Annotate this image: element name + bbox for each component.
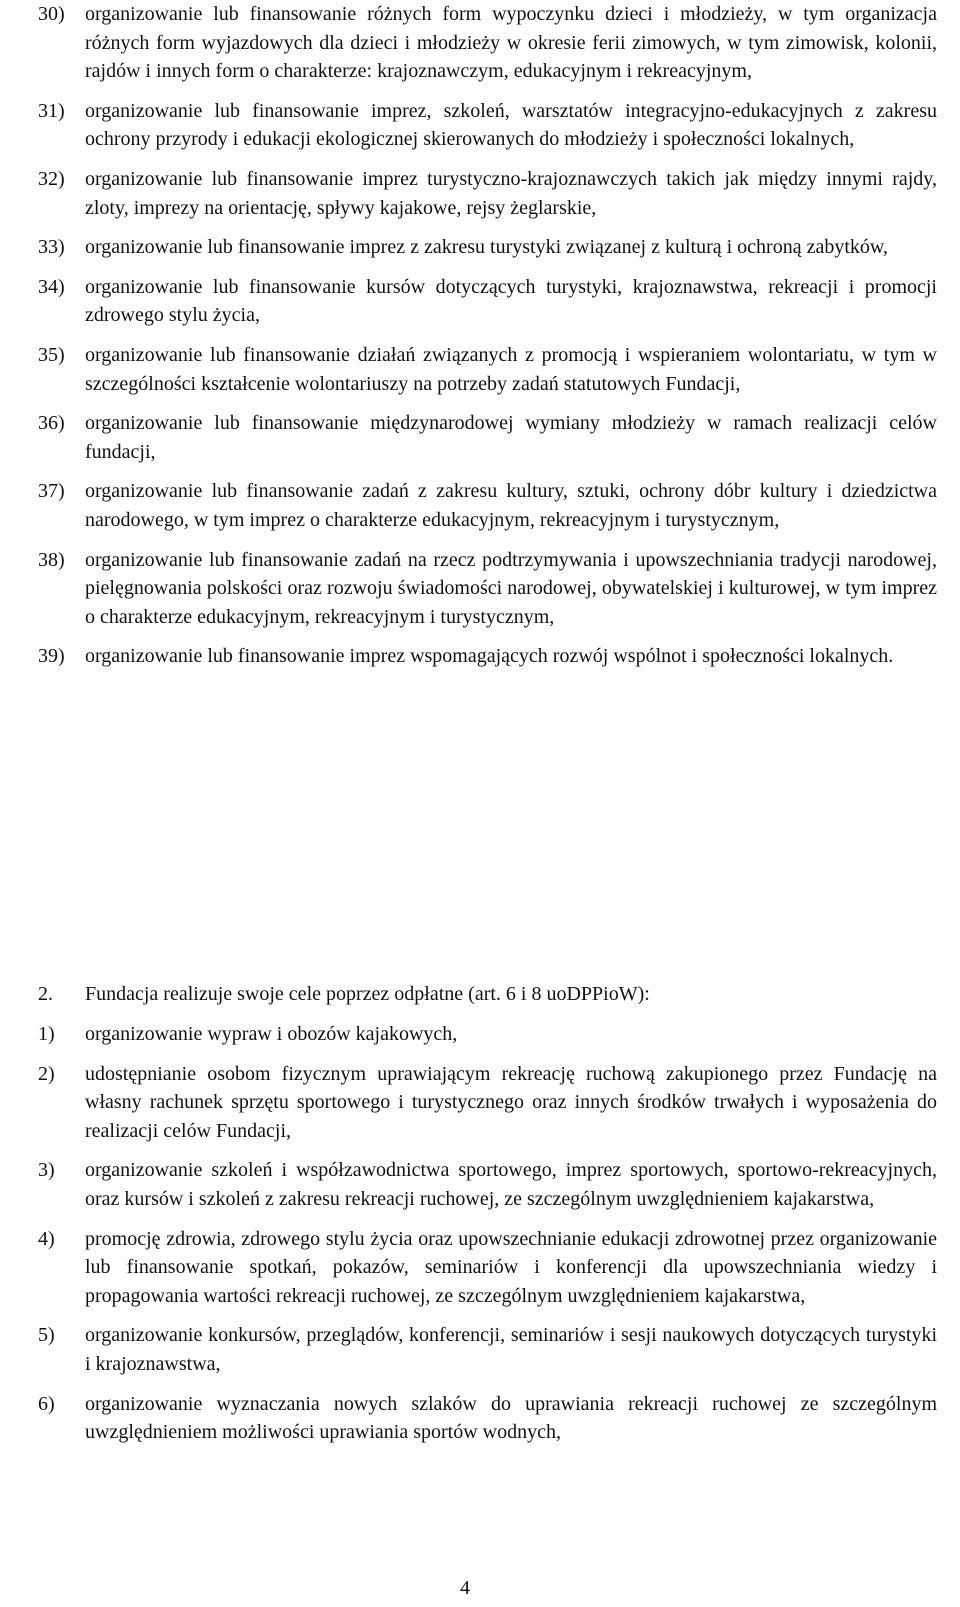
list-item: [0, 409, 960, 466]
list-item: [0, 642, 960, 671]
list-item: [0, 1321, 960, 1378]
list-item-number: 30): [38, 3, 65, 25]
list-item-text: organizowanie konkursów, przeglądów, konferencji, seminariów i sesji naukowych dotyczących turystyki i krajoznawstwa,: [85, 1324, 937, 1375]
list-item-number: 39): [38, 645, 65, 668]
list-item-number: 5): [38, 1324, 55, 1347]
list-item-text: organizowanie lub finansowanie imprez wspomagających rozwój wspólnot i społeczności lokalnych.: [85, 645, 894, 668]
list-item-text: organizowanie lub finansowanie kursów dotyczących turystyki, krajoznawstwa, rekreacji i promocji zdrowego stylu życia,: [85, 275, 937, 327]
list-item: [0, 97, 960, 154]
list-item-text: organizowanie lub finansowanie imprez z zakresu turystyki związanej z kulturą i ochroną zabytków,: [85, 236, 889, 259]
list-item-number: 34): [38, 275, 65, 298]
paid-activities-list: [0, 1020, 960, 1458]
list-item: [0, 165, 960, 222]
list-item: [0, 1225, 960, 1311]
list-item-text: organizowanie lub finansowanie imprez, szkoleń, warsztatów integracyjno-edukacyjnych z zakresu ochrony przyrody i edukacji ekologicznej skierowanych do młodzieży i społeczności lokalnych,: [85, 99, 937, 151]
list-item-number: 32): [38, 167, 65, 190]
list-item: [0, 273, 960, 330]
list-item: [0, 1156, 960, 1213]
objectives-list-continued: [0, 0, 960, 682]
list-item: [0, 546, 960, 632]
list-item-text: organizowanie lub finansowanie imprez turystyczno-krajoznawczych takich jak między innymi rajdy, zloty, imprezy na orientację, spływy kajakowe, rejsy żeglarskie,: [85, 167, 937, 219]
list-item-number: 31): [38, 99, 65, 122]
list-item-text: organizowanie lub finansowanie zadań z zakresu kultury, sztuki, ochrony dóbr kultury i dziedzictwa narodowego, w tym imprez o charakterze edukacyjnym, rekreacyjnym i turystycznym,: [85, 480, 937, 531]
list-item-number: 3): [38, 1159, 55, 1182]
section-heading-text: Fundacja realizuje swoje cele poprzez odpłatne (art. 6 i 8 uoDPPioW):: [85, 983, 650, 1005]
list-item-text: promocję zdrowia, zdrowego stylu życia oraz upowszechnianie edukacji zdrowotnej przez organizowanie lub finansowanie spotkań, pokazów, seminariów i konferencji dla upowszechniania wiedzy i propagowania wartości rekreacji ruchowej, ze szczególnym uwzględnieniem kajakarstwa,: [85, 1227, 937, 1307]
list-item-text: organizowanie lub finansowanie działań związanych z promocją i wspieraniem wolontariatu, w tym w szczególności kształcenie wolontariuszy na potrzeby zadań statutowych Fundacji,: [85, 343, 937, 395]
list-item: [0, 233, 960, 262]
list-item-text: organizowanie wyznaczania nowych szlaków do uprawiania rekreacji ruchowej ze szczególnym uwzględnieniem możliwości uprawiania sportów wodnych,: [85, 1392, 937, 1444]
list-item-text: organizowanie wypraw i obozów kajakowych,: [85, 1023, 458, 1045]
list-item-text: organizowanie lub finansowanie zadań na rzecz podtrzymywania i upowszechniania tradycji narodowej, pielęgnowania polskości oraz rozwoju świadomości narodowej, obywatelskiej i kulturowej, w tym imprez o charakterze edukacyjnym, rekreacyjnym i turystycznym,: [85, 548, 937, 628]
list-item-text: organizowanie lub finansowanie międzynarodowej wymiany młodzieży w ramach realizacji celów fundacji,: [85, 412, 937, 463]
list-item-number: 37): [38, 480, 65, 503]
list-item: [0, 1020, 960, 1049]
page-number: 4: [460, 1577, 470, 1599]
list-item-text: udostępnianie osobom fizycznym uprawiającym rekreację ruchową zakupionego przez Fundację na własny rachunek sprzętu sportowego i turystycznego oraz innych środków trwałych i wyposażenia do realizacji celów Fundacji,: [85, 1062, 937, 1142]
list-item: [0, 0, 960, 86]
list-item-number: 36): [38, 412, 65, 435]
list-item-number: 38): [38, 548, 65, 571]
list-item-text: organizowanie lub finansowanie różnych form wypoczynku dzieci i młodzieży, w tym organizacja różnych form wyjazdowych dla dzieci i młodzieży w okresie ferii zimowych, w tym zimowisk, kolonii, rajdów i innych form o charakterze: krajoznawczym, edukacyjnym i rekreacyjnym,: [85, 3, 937, 83]
list-item-text: organizowanie szkoleń i współzawodnictwa sportowego, imprez sportowych, sportowo-rekreacyjnych, oraz kursów i szkoleń z zakresu rekreacji ruchowej, ze szczególnym uwzględnieniem kajakarstwa,: [85, 1159, 937, 1210]
list-item-number: 35): [38, 343, 65, 366]
list-item: [0, 341, 960, 398]
list-item: [0, 477, 960, 534]
list-item-number: 6): [38, 1392, 55, 1415]
list-item-number: 33): [38, 236, 65, 259]
list-item-number: 4): [38, 1227, 55, 1250]
list-item: [0, 1390, 960, 1447]
list-item: [0, 1060, 960, 1146]
list-item-number: 2): [38, 1062, 55, 1085]
list-item-number: 1): [38, 1023, 55, 1045]
section-number: 2.: [38, 983, 53, 1005]
section-heading: [38, 980, 650, 1009]
